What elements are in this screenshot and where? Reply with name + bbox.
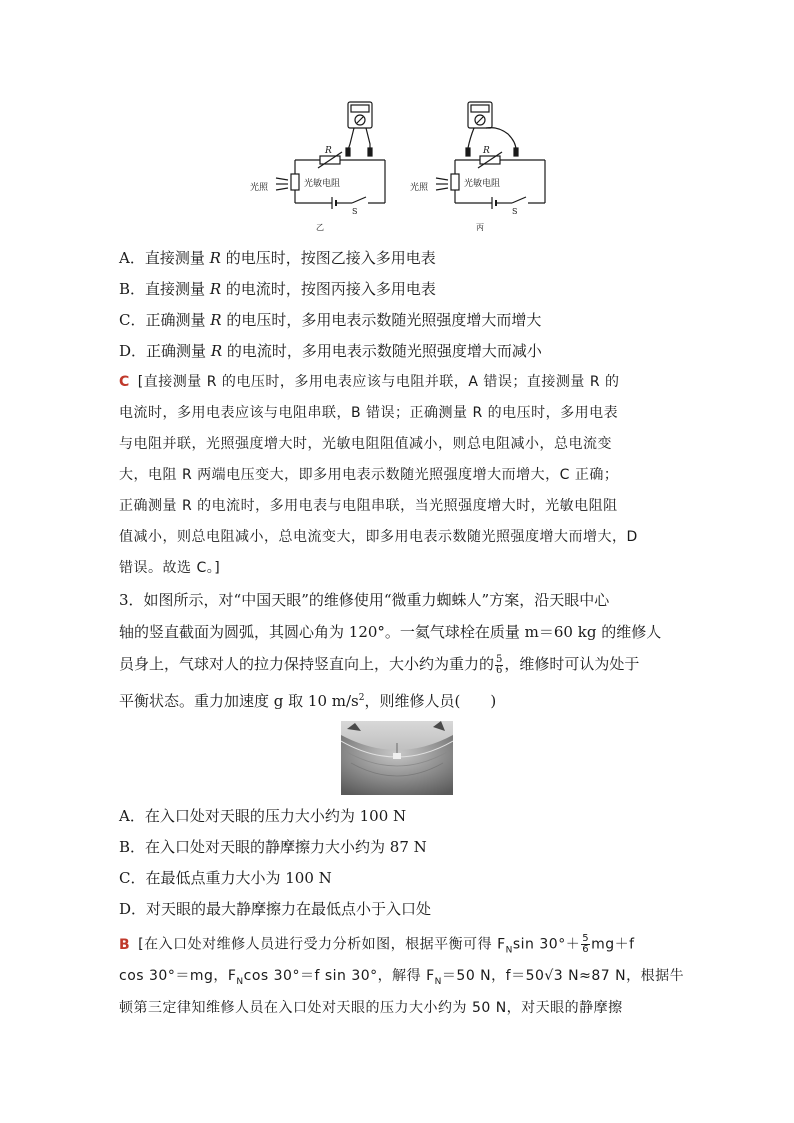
q3-option-b: B．在入口处对天眼的静摩擦力大小约为 87 N xyxy=(119,838,427,856)
right-switch-label: S xyxy=(512,207,518,216)
q2-answer-line-5: 正确测量 R 的电流时，多用电表与电阻串联，当光照强度增大时，光敏电阻阻 xyxy=(119,498,618,514)
right-r-label: R xyxy=(483,146,490,156)
q2-answer-line-2: 电流时，多用电表应该与电阻串联，B 错误；正确测量 R 的电压时，多用电表 xyxy=(119,405,619,421)
q2-option-b: B．直接测量 R 的电流时，按图丙接入多用电表 xyxy=(119,280,436,298)
q2-option-c: C．正确测量 R 的电压时，多用电表示数随光照强度增大而增大 xyxy=(119,311,542,329)
fraction-five-sixths: $\frac{5}{6}$ xyxy=(496,653,503,676)
left-r-label: R xyxy=(325,146,332,156)
q3-answer-line-1: B [在入口处对维修人员进行受力分析如图，根据平衡可得 $F_N\sin$ 30°＋ $\frac{5}{6}$ mg＋f xyxy=(119,933,635,956)
q3-option-a: A．在入口处对天眼的压力大小约为 100 N xyxy=(119,807,407,825)
left-light-label: 光照 xyxy=(250,183,269,193)
q2-answer-line-6: 值减小，则总电阻减小，总电流变大，即多用电表示数随光照强度增大而增大，D xyxy=(119,529,638,545)
right-caption: 丙 xyxy=(476,223,484,232)
q3-option-d: D．对天眼的最大静摩擦力在最低点小于入口处 xyxy=(119,900,432,918)
right-component-label: 光敏电阻 xyxy=(464,179,501,189)
q2-option-d: D．正确测量 R 的电流时，多用电表示数随光照强度增大而减小 xyxy=(119,342,542,360)
q3-stem-line-1: 3．如图所示，对“中国天眼”的维修使用“微重力蜘蛛人”方案，沿天眼中心 xyxy=(119,591,610,609)
q2-answer-line-3: 与电阻并联，光照强度增大时，光敏电阻阻值减小，则总电阻减小，总电流变 xyxy=(119,436,612,452)
q2-option-a: A．直接测量 R 的电压时，按图乙接入多用电表 xyxy=(119,249,436,267)
left-caption: 乙 xyxy=(316,223,324,232)
q3-stem-line-2: 轴的竖直截面为圆弧，其圆心角为 120°。一氦气球栓在质量 m＝60 kg 的维修人 xyxy=(119,623,662,641)
q2-answer-line-1: C [直接测量 R 的电压时，多用电表应该与电阻并联，A 错误；直接测量 R 的 xyxy=(119,374,620,390)
q3-answer-line-2: cos 30°＝mg，$F_N\cos$ 30°＝f sin 30°，解得 $F_N=50$ N，f＝50√3 N≈87 N，根据牛 xyxy=(119,968,685,987)
answer-fraction-five-sixths: $\frac{5}{6}$ xyxy=(582,933,590,955)
circuit-right xyxy=(436,102,545,209)
q2-answer-letter: C xyxy=(119,374,130,390)
telescope-photo xyxy=(341,721,453,795)
q3-answer-line-3: 顿第三定律知维修人员在入口处对天眼的压力大小约为 50 N，对天眼的静摩擦 xyxy=(119,1000,623,1016)
left-switch-label: S xyxy=(352,207,358,216)
circuit-figure xyxy=(240,98,560,238)
q3-answer-letter: B xyxy=(119,936,131,953)
q2-answer-line-4: 大，电阻 R 两端电压变大，即多用电表示数随光照强度增大而增大，C 正确； xyxy=(119,467,619,483)
right-light-label: 光照 xyxy=(410,183,429,193)
q3-option-c: C．在最低点重力大小为 100 N xyxy=(119,869,332,887)
q2-answer-line-7: 错误。故选 C。] xyxy=(119,560,221,576)
q3-stem-line-3: 员身上，气球对人的拉力保持竖直向上，大小约为重力的 $\frac{5}{6}$ ，维修时可认为处于 xyxy=(119,653,640,676)
left-component-label: 光敏电阻 xyxy=(304,179,341,189)
q3-stem-line-4: 平衡状态。重力加速度 g 取 10 $m/s^2$，则维修人员( ) xyxy=(119,692,497,710)
